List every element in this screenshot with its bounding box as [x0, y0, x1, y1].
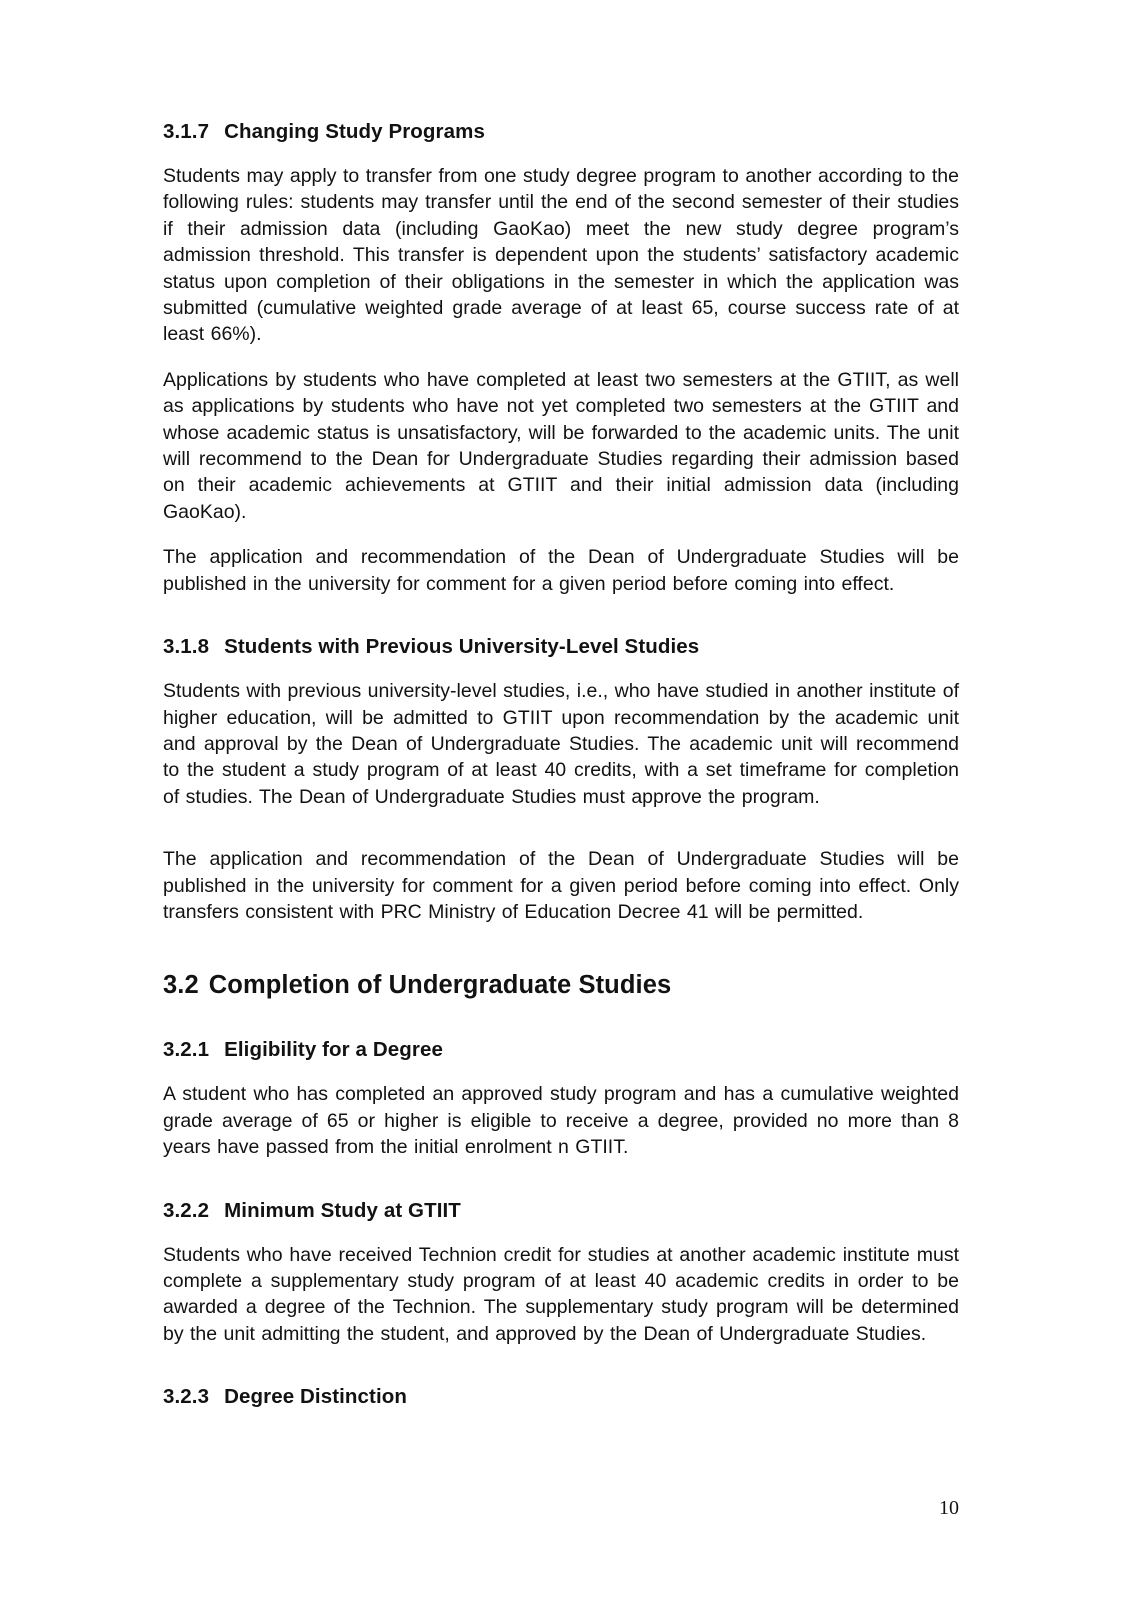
paragraph-publication-decree: The application and recommendation of the Dean of Undergraduate Studies will be published in the university for comment for a given period before coming into effect. Only transfers consistent with PRC Ministry of Education Decree 41 will be permitted.: [163, 848, 959, 923]
page-content: [163, 120, 959, 1428]
heading-number: 3.2.1: [163, 1038, 210, 1062]
paragraph-degree-eligibility: A student who has completed an approved study program and has a cumulative weighted grade average of 65 or higher is eligible to receive a degree, provided no more than 8 years have passed from the initial enrolment n GTIIT.: [163, 1083, 959, 1159]
heading-number: 3.2.3: [163, 1385, 210, 1409]
heading-title: Eligibility for a Degree: [224, 1038, 443, 1062]
heading-title: Changing Study Programs: [224, 120, 485, 143]
heading-title: Completion of Undergraduate Studies: [208, 971, 672, 1000]
paragraph-applications-forwarding: Applications by students who have completed at least two semesters at the GTIIT, as well as applications by students who have not yet completed two semesters at the GTIIT and whose academic status is unsatisfactory, will be forwarded to the academic units. The unit will recommend to the Dean for Undergraduate Studies regarding their admission based on their academic achievements at GTIIT and their initial admission data (including GaoKao).: [163, 368, 959, 523]
heading-3-2: [163, 971, 959, 1000]
heading-3-2-2: [163, 1199, 959, 1223]
heading-3-1-7: [163, 120, 959, 144]
page-number: 10: [939, 1497, 959, 1519]
paragraph-minimum-study: Students who have received Technion credit for studies at another academic institute must complete a supplementary study program of at least 40 academic credits in order to be awarded a degree of the Technion. The supplementary study program will be determined by the unit admitting the student, and approved by the Dean of Undergraduate Studies.: [163, 1243, 959, 1345]
heading-3-2-3: [163, 1385, 959, 1409]
heading-number: 3.2.2: [163, 1198, 210, 1222]
heading-title: Students with Previous University-Level Studies: [224, 635, 700, 659]
paragraph-publication-comment: The application and recommendation of the Dean of Undergraduate Studies will be published in the university for comment for a given period before coming into effect.: [163, 546, 959, 595]
heading-3-1-8: [163, 635, 959, 659]
heading-title: Degree Distinction: [224, 1385, 408, 1409]
heading-3-2-1: [163, 1038, 959, 1062]
heading-number: 3.1.7: [163, 120, 210, 143]
paragraph-previous-studies: Students with previous university-level studies, i.e., who have studied in another institute of higher education, will be admitted to GTIIT upon recommendation by the academic unit and approval by the Dean of Undergraduate Studies. The academic unit will recommend to the student a study program of at least 40 credits, with a set timeframe for completion of studies. The Dean of Undergraduate Studies must approve the program.: [163, 680, 959, 808]
paragraph-transfer-rules: Students may apply to transfer from one study degree program to another according to the following rules: students may transfer until the end of the second semester of their studies if their admission data (including GaoKao) meet the new study degree program’s admission threshold. This transfer is dependent upon the students’ satisfactory academic status upon completion of their obligations in the semester in which the application was submitted (cumulative weighted grade average of at least 65, course success rate of at least 66%).: [163, 165, 959, 346]
heading-number: 3.1.8: [163, 635, 210, 659]
heading-title: Minimum Study at GTIIT: [224, 1198, 461, 1222]
heading-number: 3.2: [163, 971, 199, 1000]
